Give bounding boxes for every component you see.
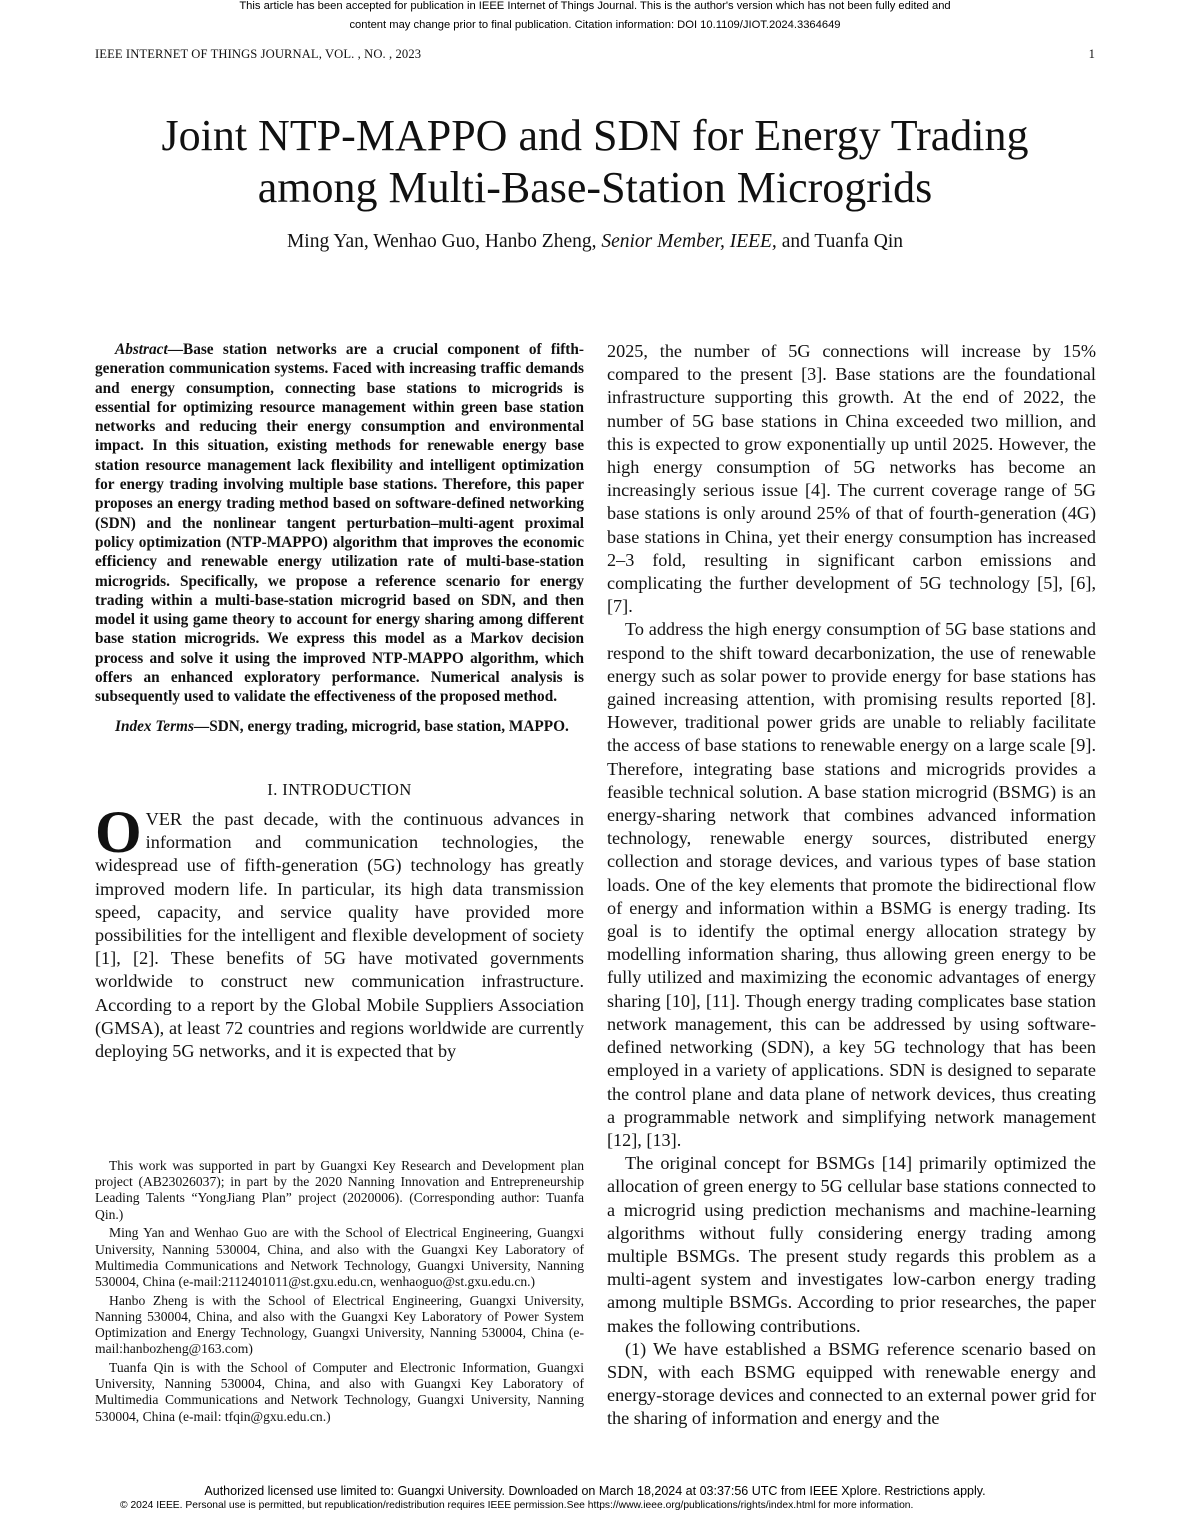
index-terms-text: —SDN, energy trading, microgrid, base station, MAPPO. xyxy=(193,717,569,735)
authors-names-2: and Tuanfa Qin xyxy=(781,231,904,252)
intro-paragraph-2: To address the high energy consumption of 5G base stations and respond to the shift toward decarbonization, the use of renewable energy such as solar power to provide energy for base stations has gained increasing attention, with promising results reported [8]. However, traditional power grids are unable to reliably facilitate the access of base stations to renewable energy on a large scale [9]. Therefore, integrating base stations and microgrids provides a feasible technical solution. A base station microgrid (BSMG) is an energy-sharing network that combines advanced information technology, renewable energy sources, distributed energy collection and storage devices, and various types of base station loads. One of the key elements that promote the bidirectional flow of energy and information within a BSMG is energy trading. Its goal is to identify the optimal energy allocation strategy by modelling information sharing, thus allowing green energy to be fully utilized and maximizing the economic advantages of energy sharing [10], [11]. Though energy trading complicates base station network management, this can be addressed by using software-defined networking (SDN), a key 5G technology that has been employed in a variety of applications. SDN is designed to separate the control plane and data plane of network devices, thus creating a programmable network and simplifying network management [12], [13]. xyxy=(607,619,1096,1150)
abstract-label: Abstract xyxy=(115,341,168,358)
title-line-2: among Multi-Base-Station Microgrids xyxy=(257,163,933,212)
index-terms xyxy=(95,717,584,736)
running-head xyxy=(95,47,1095,62)
author-list xyxy=(60,229,1130,255)
abstract xyxy=(95,340,584,707)
title-line-1: Joint NTP-MAPPO and SDN for Energy Trading xyxy=(161,111,1029,160)
footnote-funding: This work was supported in part by Guangxi Key Research and Development plan project (AB23026037); in part by the 2020 Nanning Innovation and Entrepreneurship Leading Talents “YongJiang Plan” project (2020006). (Corresponding author: Tuanfa Qin.) xyxy=(95,1158,584,1222)
abstract-text: —Base station networks are a crucial component of fifth-generation communication systems. Faced with increasing traffic demands and energy consumption, connecting base stations to microgrids is essential for optimizing resource management within green base station networks and reducing their energy consumption and environmental impact. In this situation, existing methods for renewable energy base station resource management lack flexibility and intelligent optimization for energy trading involving multiple base stations. Therefore, this paper proposes an energy trading method based on software-defined networking (SDN) and the nonlinear tangent perturbation–multi-agent proximal policy optimization (NTP-MAPPO) algorithm that improves the economic efficiency and renewable energy utilization rate of multi-base-station microgrids. Specifically, we propose a reference scenario for energy trading within a multi-base-station microgrid based on SDN, and then model it using game theory to account for energy sharing among different base station microgrids. We express this model as a Markov decision process and solve it using the improved NTP-MAPPO algorithm, which offers an enhanced exploratory performance. Numerical analysis is subsequently used to validate the effectiveness of the proposed method. xyxy=(95,341,584,706)
page-number: 1 xyxy=(1088,47,1095,61)
author-title: Senior Member, IEEE, xyxy=(601,231,777,252)
footnote-affiliation-3: Tuanfa Qin is with the School of Computer and Electronic Information, Guangxi University, Nanning 530004, China, and also with Guangxi Key Laboratory of Multimedia Communications and Network Technology, Guangxi University, Nanning 530004, China (e-mail: tfqin@gxu.edu.cn.) xyxy=(95,1359,584,1424)
authors-names-1: Ming Yan, Wenhao Guo, Hanbo Zheng, xyxy=(286,231,597,252)
right-column xyxy=(607,340,1096,1431)
intro-paragraph-1-text: VER the past decade, with the continuous advances in information and communication technologies, the widespread use of fifth-generation (5G) technology has greatly improved modern life. In particular, its high data transmission speed, capacity, and service quality have provided more possibilities for the intelligent and flexible development of society [1], [2]. These benefits of 5G have motivated governments worldwide to construct new communication infrastructure. According to a report by the Global Mobile Suppliers Association (GMSA), at least 72 countries and regions worldwide are currently deploying 5G networks, and it is expected that by xyxy=(95,808,584,1061)
section-heading-introduction: I. INTRODUCTION xyxy=(267,779,412,799)
footnote-affiliation-2: Hanbo Zheng is with the School of Electrical Engineering, Guangxi University, Nanning 530004, China, and also with the Guangxi Key Laboratory of Power System Optimization and Energy Technology, Guangxi University, Nanning 530004, China (e-mail:hanbozheng@163.com) xyxy=(95,1292,584,1357)
index-terms-label: Index Terms xyxy=(115,717,194,735)
intro-paragraph-1-continued: 2025, the number of 5G connections will increase by 15% compared to the present [3]. Base stations are the foundational infrastructure supporting this growth. At the end of 2022, the number of 5G base stations in China exceeded two million, and this is expected to grow exponentially up until 2025. However, the high energy consumption of 5G networks has become an increasingly serious issue [4]. The current coverage range of 5G base stations is only around 25% of that of fourth-generation (4G) base stations in China, yet their energy consumption has increased 2–3 fold, resulting in significant carbon emissions and complicating the further development of 5G technology [5], [6], [7]. xyxy=(607,341,1096,617)
paper-title xyxy=(60,110,1130,214)
journal-name: IEEE INTERNET OF THINGS JOURNAL, VOL. , NO. , 2023 xyxy=(95,47,422,61)
left-column xyxy=(95,340,584,1063)
intro-paragraph-1 xyxy=(95,798,584,1063)
copyright-notice: © 2024 IEEE. Personal use is permitted, but republication/redistribution requires IEEE permission.See https://www.ieee.org/publications/rights/index.html for more information. xyxy=(120,1500,914,1511)
footnote-affiliation-1: Ming Yan and Wenhao Guo are with the School of Electrical Engineering, Guangxi University, Nanning 530004, China, and also with the Guangxi Key Laboratory of Multimedia Communications and Network Technology, Guangxi University, Nanning 530004, China (e-mail:2112401011@st.gxu.edu.cn, wenhaoguo@st.gxu.edu.cn.) xyxy=(95,1225,584,1289)
drop-cap: O xyxy=(95,798,142,865)
intro-paragraph-4: (1) We have established a BSMG reference scenario based on SDN, with each BSMG equipped with renewable energy and energy-storage devices and connected to an external power grid for the sharing of information and energy and the xyxy=(607,1338,1097,1429)
footnotes xyxy=(95,1158,584,1427)
publication-notice-line1: This article has been accepted for publication in IEEE Internet of Things Journal. This is the author's version which has not been fully edited and xyxy=(239,0,951,12)
intro-paragraph-3: The original concept for BSMGs [14] primarily optimized the allocation of green energy to 5G cellular base stations connected to a microgrid using prediction mechanisms and machine-learning algorithms without fully considering energy trading among multiple BSMGs. The present study regards this problem as a multi-agent system and investigates low-carbon energy trading among multiple BSMGs. According to prior researches, the paper makes the following contributions. xyxy=(607,1153,1096,1336)
license-notice: Authorized licensed use limited to: Guangxi University. Downloaded on March 18,2024 at 03:37:56 UTC from IEEE Xplore. Restrictions apply. xyxy=(204,1484,986,1498)
publication-notice-line2: content may change prior to final publication. Citation information: DOI 10.1109/JIOT.2024.3364649 xyxy=(349,19,841,31)
